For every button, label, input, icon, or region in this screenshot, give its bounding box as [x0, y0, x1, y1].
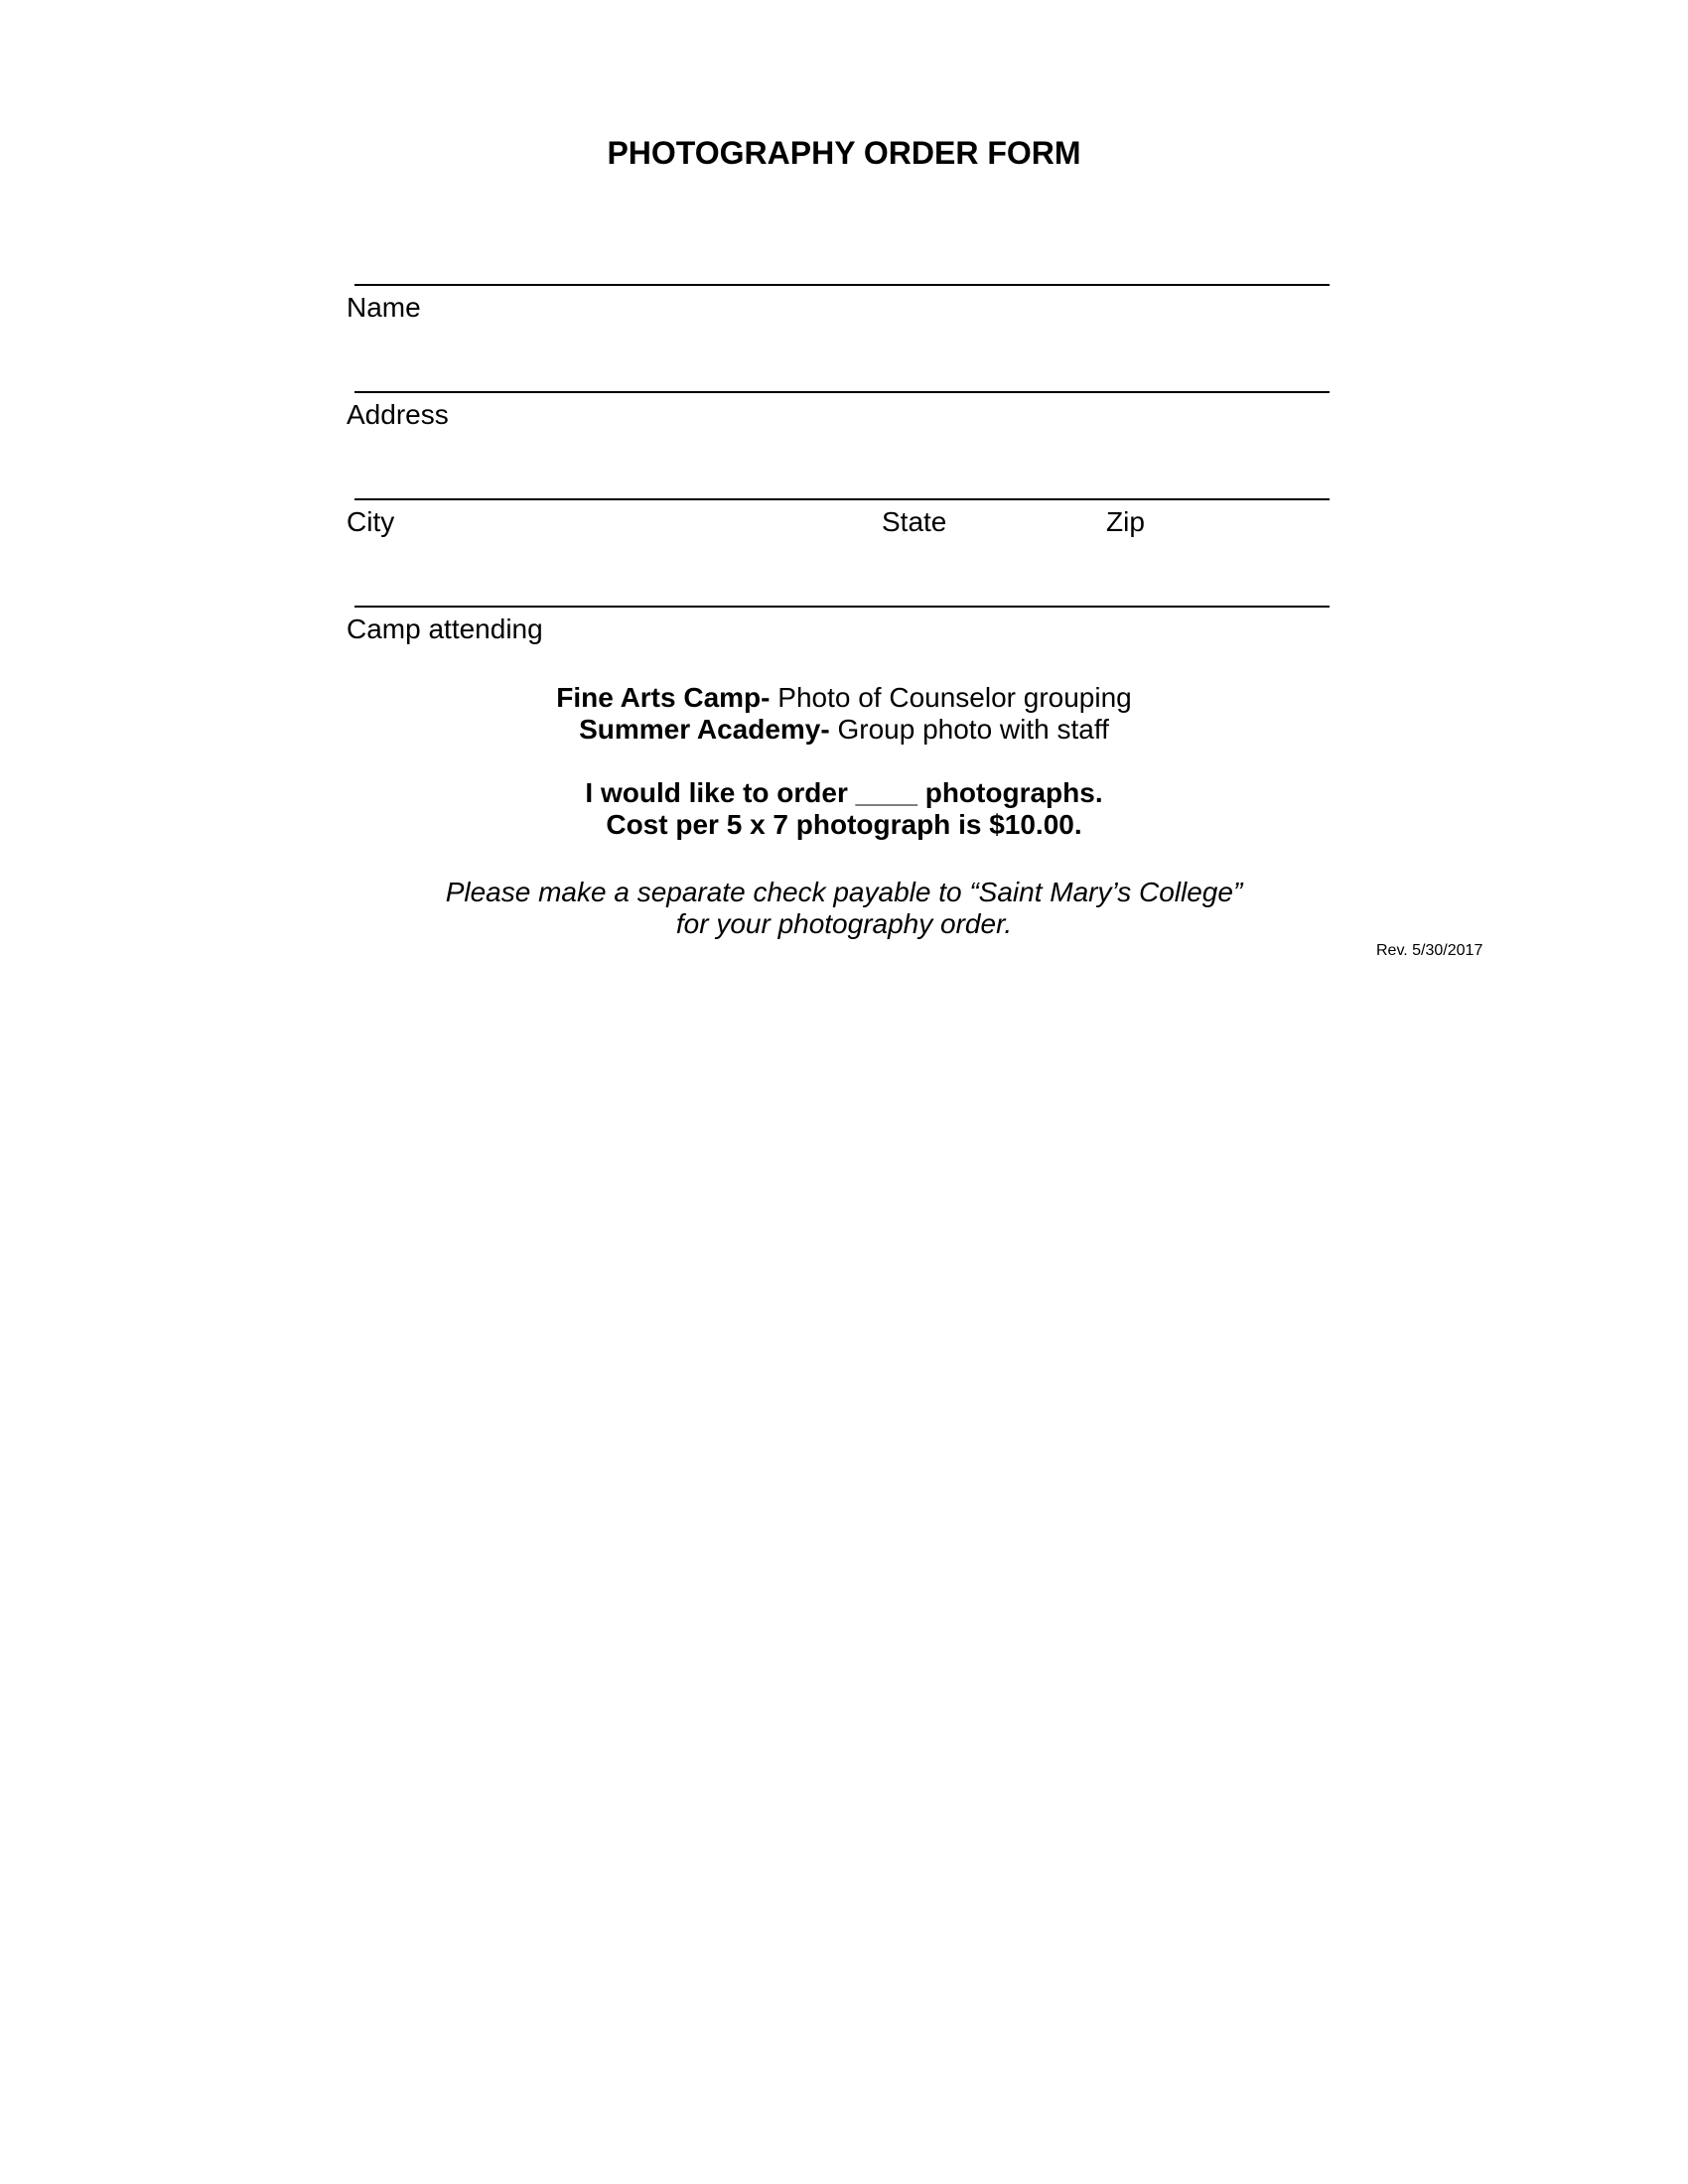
state-label: State — [882, 506, 947, 537]
zip-label: Zip — [1106, 506, 1145, 537]
payment-note-line1: Please make a separate check payable to “Saint Mary’s College” — [445, 877, 1243, 907]
revision-date: Rev. 5/30/2017 — [1376, 942, 1483, 959]
city-state-zip-field-line[interactable] — [354, 498, 1330, 500]
summer-academy-line — [0, 716, 1688, 744]
city-label: City — [347, 506, 395, 537]
fine-arts-camp-name: Fine Arts Camp- — [556, 682, 771, 713]
order-quantity-line: I would like to order ____ photographs. — [585, 777, 1103, 808]
camp-label: Camp attending — [347, 614, 543, 644]
summer-academy-desc: Group photo with staff — [829, 714, 1109, 745]
name-field-line[interactable] — [354, 284, 1330, 286]
fine-arts-camp-line — [0, 684, 1688, 712]
camp-field-line[interactable] — [354, 606, 1330, 608]
page-title: PHOTOGRAPHY ORDER FORM — [607, 135, 1081, 171]
payment-note-line2: for your photography order. — [675, 908, 1013, 939]
fine-arts-camp-desc: Photo of Counselor grouping — [770, 682, 1132, 713]
order-cost-line: Cost per 5 x 7 photograph is $10.00. — [606, 809, 1082, 840]
address-field-line[interactable] — [354, 391, 1330, 393]
name-label: Name — [347, 292, 421, 323]
summer-academy-name: Summer Academy- — [579, 714, 830, 745]
address-label: Address — [347, 399, 449, 430]
